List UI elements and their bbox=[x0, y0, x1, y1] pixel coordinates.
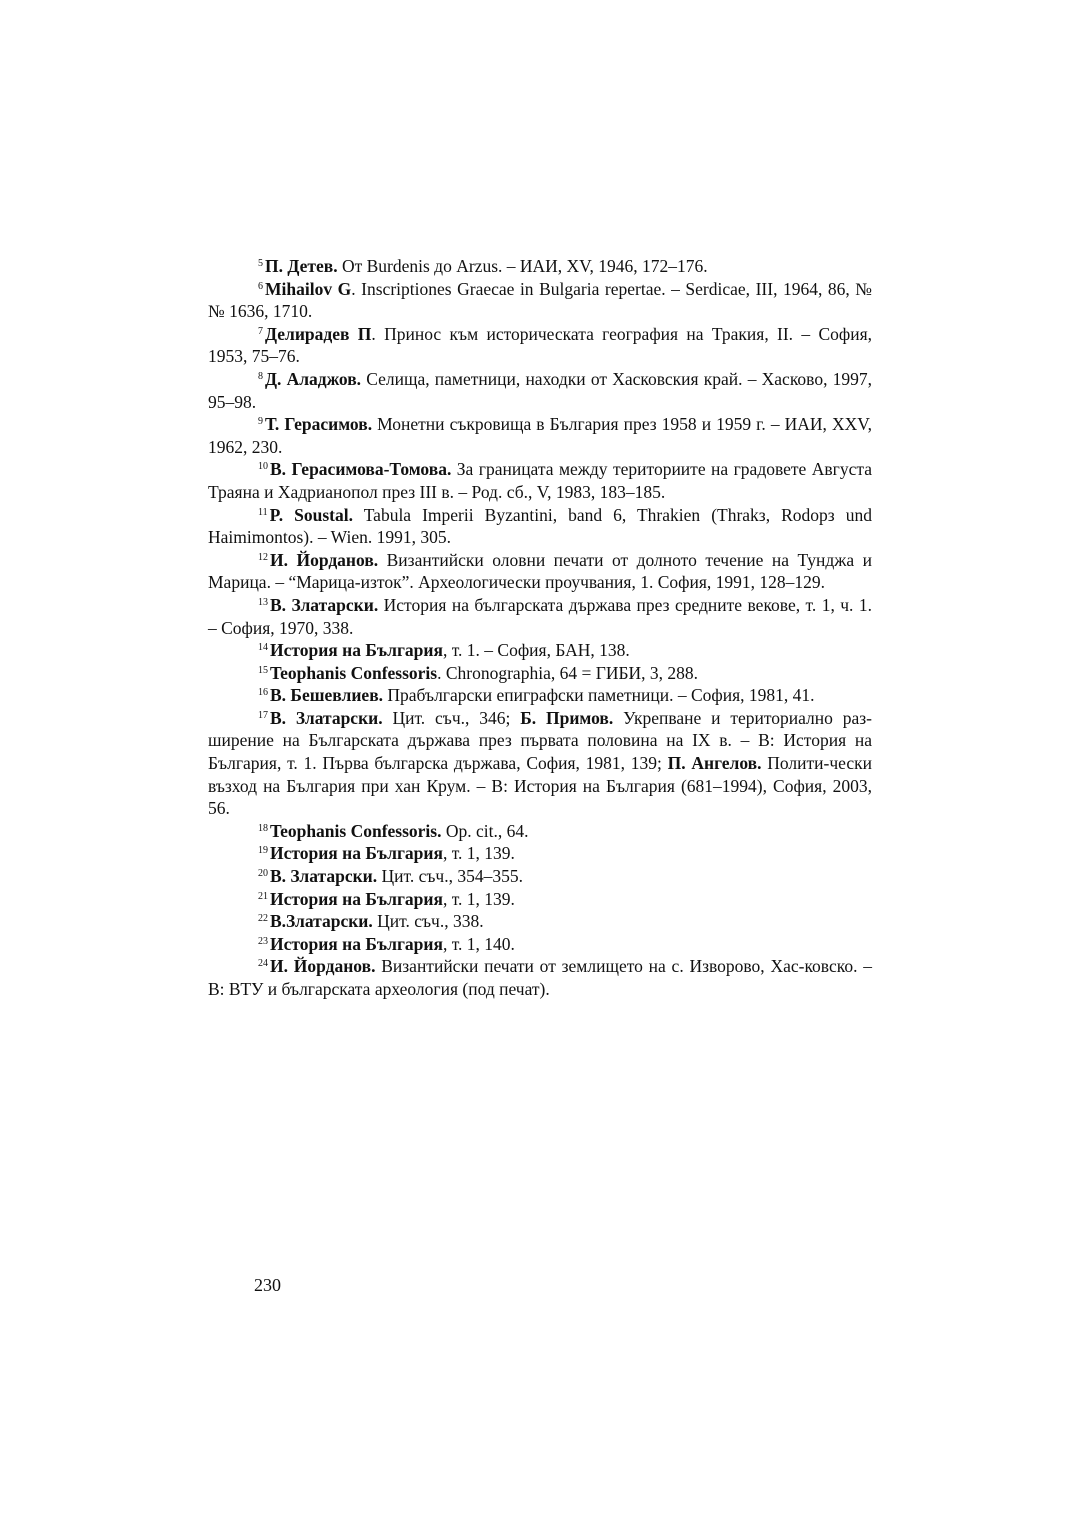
footnote-9: $^9$ Т. Герасимов. Монетни съкровища в България през 1958 и 1959 г. – ИАИ, XXV, 1962, 230. bbox=[208, 414, 872, 457]
footnote-17: $^{17}$ В. Златарски. Цит. съч., 346; Б. Примов. Укрепване и териториално раз-ширение на Българската държава през първата половина на IX в. – В: История на България, т. 1. Първа българска държава, София, 1981, 139; П. Ангелов. Полити-чески възход на България при хан Крум. – В: История на България (681–1994), София, 2003, 56. bbox=[208, 707, 872, 819]
footnote-11: $^{11}$ P. Soustal. Tabula Imperii Byzantini, band 6, Thrakien (Thrakз, Rodopз und Haimimontos). – Wien. 1991, 305. bbox=[208, 504, 872, 548]
page-number: 230 bbox=[254, 1275, 281, 1295]
footnote-18: $^{18}$ Teophanis Confessoris. Op. cit., 64. bbox=[258, 820, 529, 841]
footnote-21: $^{21}$ История на България, т. 1, 139. bbox=[258, 888, 515, 909]
footnote-23: $^{23}$ История на България, т. 1, 140. bbox=[258, 933, 515, 954]
footnote-22: $^{22}$ В.Златарски. Цит. съч., 338. bbox=[258, 911, 484, 932]
footnote-10: $^{10}$ В. Герасимова-Томова. За границата между териториите на градовете Августа Траяна и Хадрианопол през III в. – Род. сб., V, 1983, 183–185. bbox=[208, 459, 872, 502]
footnote-13: $^{13}$ В. Златарски. История на българската държава през средните векове, т. 1, ч. 1. – София, 1970, 338. bbox=[208, 594, 872, 638]
footnote-12: $^{12}$ И. Йорданов. Византийски оловни печати от долното течение на Тунджа и Марица. – “Марица-изток”. Археологически проучвания, 1. София, 1991, 128–129. bbox=[208, 549, 872, 593]
footnote-20: $^{20}$ В. Златарски. Цит. съч., 354–355. bbox=[258, 866, 523, 887]
footnote-24: $^{24}$ И. Йорданов. Византийски печати от землището на с. Изворово, Хас-ковско. – В: ВТУ и българската археология (под печат). bbox=[208, 956, 872, 999]
footnote-16: $^{16}$ В. Бешевлиев. Прабългарски епиграфски паметници. – София, 1981, 41. bbox=[258, 685, 815, 706]
footnote-19: $^{19}$ История на България, т. 1, 139. bbox=[258, 843, 515, 864]
footnote-5: $^5$ П. Детев. От Burdenis до Arzus. – ИАИ, XV, 1946, 172–176. bbox=[258, 256, 708, 276]
footnote-6: $^6$ Mihailov G. Inscriptiones Graecae in Bulgaria repertae. – Serdicae, III, 1964, 86, №№ 1636, 1710. bbox=[208, 278, 873, 322]
footnotes-block bbox=[208, 255, 872, 1001]
footnote-7: $^7$ Делирадев П. Принос към историческата география на Тракия, II. – София, 1953, 75–76. bbox=[208, 323, 872, 367]
footnote-8: $^8$ Д. Аладжов. Селища, паметници, находки от Хасковския край. – Хасково, 1997, 95–98. bbox=[208, 368, 873, 412]
footnote-14: $^{14}$ История на България, т. 1. – София, БАН, 138. bbox=[258, 640, 630, 661]
footnote-15: $^{15}$ Teophanis Confessoris. Chronographia, 64 = ГИБИ, 3, 288. bbox=[258, 662, 699, 683]
